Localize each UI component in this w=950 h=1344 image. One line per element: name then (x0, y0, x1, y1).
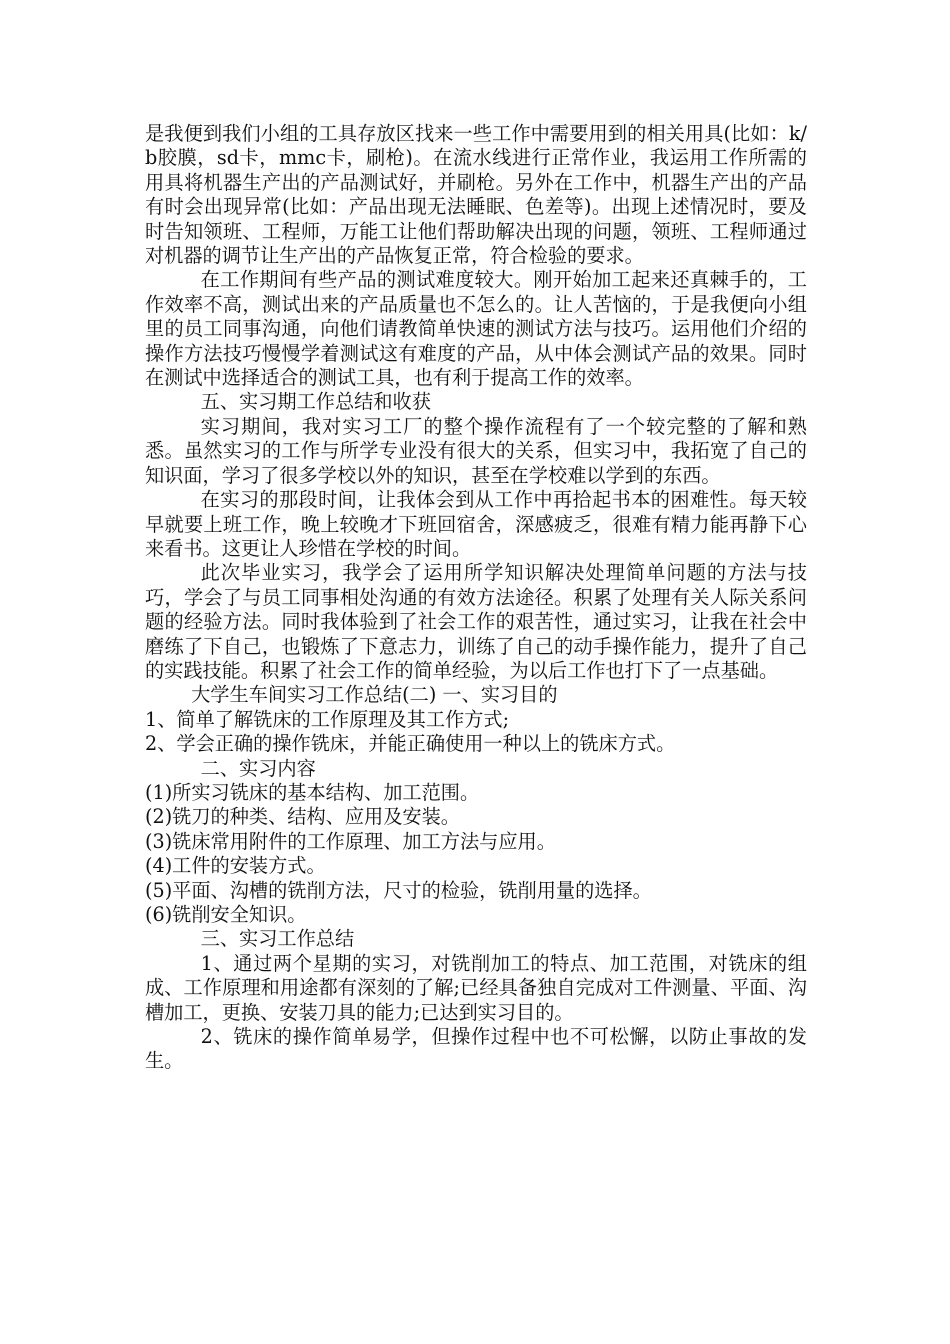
paragraph-testing-difficulty: 在工作期间有些产品的测试难度较大。刚开始加工起来还真棘手的，工作效率不高，测试出来的产品质量也不怎么的。让人苦恼的，于是我便向小组里的员工同事沟通，向他们请教简单快速的测试方法与技巧。运用他们介绍的操作方法技巧慢慢学着测试这有难度的产品，从中体会测试产品的效果。同时在测试中选择适合的测试工具，也有利于提高工作的效率。 (145, 268, 807, 390)
paragraph-continuation: 是我便到我们小组的工具存放区找来一些工作中需要用到的相关用具(比如：k/b胶膜，sd卡，mmc卡，刷枪)。在流水线进行正常作业，我运用工作所需的用具将机器生产出的产品测试好，并刷枪。另外在工作中，机器生产出的产品有时会出现异常(比如：产品出现无法睡眠、色差等)。出现上述情况时，要及时告知领班、工程师，万能工让他们帮助解决出现的问题，领班、工程师通过对机器的调节让生产出的产品恢复正常，符合检验的要求。 (145, 122, 807, 268)
list-item: (1)所实习铣床的基本结构、加工范围。 (145, 780, 480, 804)
list-item: 1、简单了解铣床的工作原理及其工作方式; (145, 707, 510, 731)
second-summary-title: 大学生车间实习工作总结(二) 一、实习目的 (191, 683, 558, 707)
paragraph-summary-point-1: 1、通过两个星期的实习，对铣削加工的特点、加工范围，对铣床的组成、工作原理和用途都有深刻的了解;已经具备独自完成对工件测量、平面、沟槽加工，更换、安装刀具的能力;已达到实习目的。 (145, 951, 807, 1024)
paragraph-summary-point-2: 2、铣床的操作简单易学，但操作过程中也不可松懈，以防止事故的发生。 (145, 1025, 807, 1073)
paragraph-internship-period: 实习期间，我对实习工厂的整个操作流程有了一个较完整的了解和熟悉。虽然实习的工作与所学专业没有很大的关系，但实习中，我拓宽了自己的知识面，学习了很多学校以外的知识，甚至在学校难以学到的东西。 (145, 414, 807, 487)
list-item: (3)铣床常用附件的工作原理、加工方法与应用。 (145, 829, 556, 853)
list-item: (2)铣刀的种类、结构、应用及安装。 (145, 805, 460, 829)
document-body (145, 122, 807, 1074)
section-heading-content: 二、实习内容 (200, 756, 316, 780)
list-item: (6)铣削安全知识。 (145, 903, 307, 926)
list-item: (5)平面、沟槽的铣削方法，尺寸的检验，铣削用量的选择。 (145, 878, 652, 902)
list-item: 2、学会正确的操作铣床，并能正确使用一种以上的铣床方式。 (145, 732, 676, 756)
paragraph-graduation-internship: 此次毕业实习，我学会了运用所学知识解决处理简单问题的方法与技巧，学会了与员工同事相处沟通的有效方法途径。积累了处理有关人际关系问题的经验方法。同时我体验到了社会工作的艰苦性，通过实习，让我在社会中磨练了下自己，也锻炼了下意志力，训练了自己的动手操作能力，提升了自己的实践技能。积累了社会工作的简单经验，为以后工作也打下了一点基础。 (145, 561, 807, 682)
list-item: (4)工件的安装方式。 (145, 854, 326, 878)
paragraph-difficulty-reading: 在实习的那段时间，让我体会到从工作中再拾起书本的困难性。每天较早就要上班工作，晚上较晚才下班回宿舍，深感疲乏，很难有精力能再静下心来看书。这更让人珍惜在学校的时间。 (145, 488, 807, 560)
section-heading-summary: 五、实习期工作总结和收获 (200, 390, 431, 414)
section-heading-work-summary: 三、实习工作总结 (200, 927, 355, 951)
